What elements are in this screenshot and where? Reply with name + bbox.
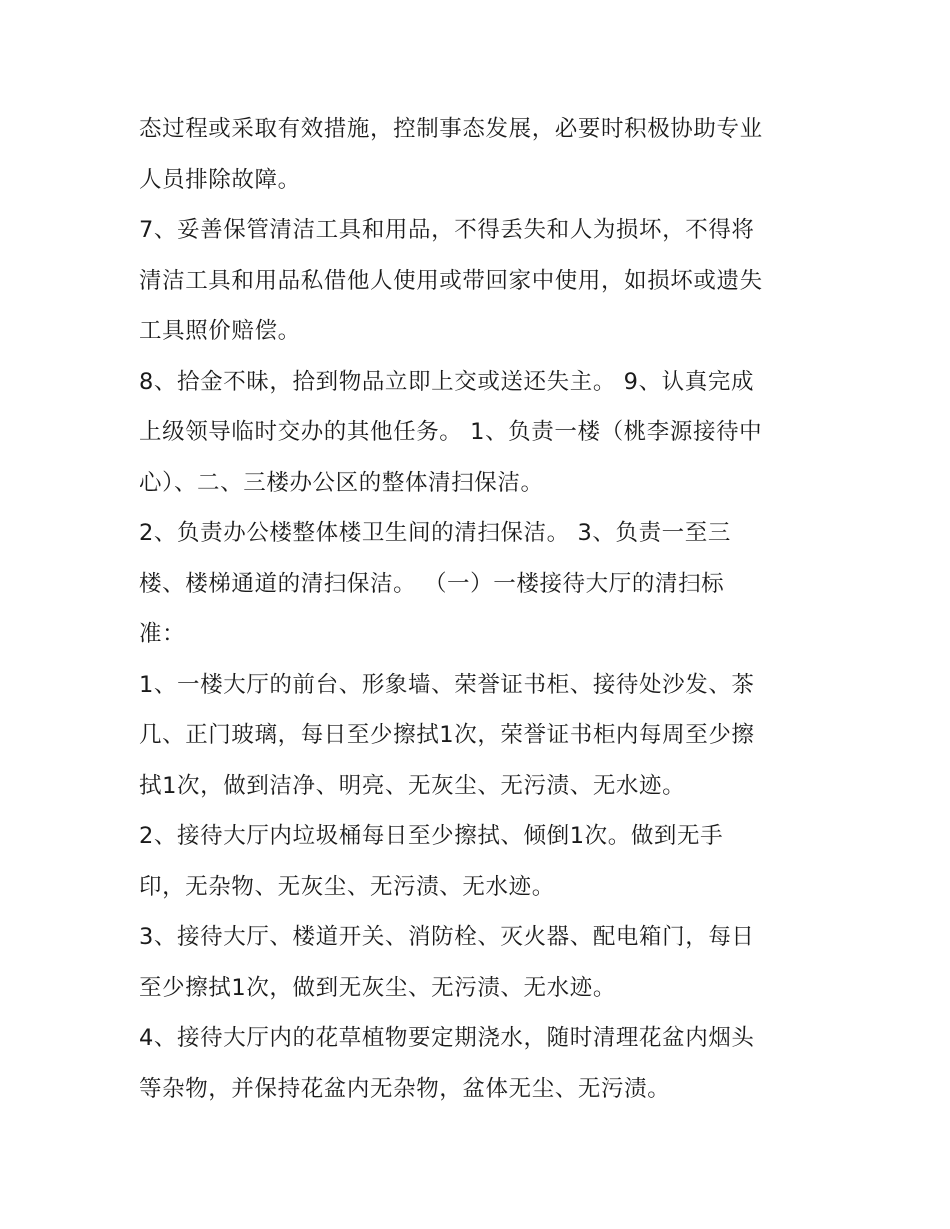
text-line: 准： <box>139 621 186 647</box>
text-line: 楼、楼梯通道的清扫保洁。 （一）一楼接待大厅的清扫标 <box>139 570 725 597</box>
text-line: 清洁工具和用品私借他人使用或带回家中使用，如损坏或遗失 <box>139 267 763 294</box>
text-line: 2、接待大厅内垃圾桶每日至少擦拭、倾倒1次。做到无手 <box>139 823 724 849</box>
text-line: 印，无杂物、无灰尘、无污渍、无水迹。 <box>139 873 555 900</box>
text-line: 至少擦拭1次，做到无灰尘、无污渍、无水迹。 <box>139 974 616 1001</box>
text-line: 拭1次，做到洁净、明亮、无灰尘、无污渍、无水迹。 <box>139 772 686 799</box>
text-line: 人员排除故障。 <box>139 166 301 193</box>
text-line: 4、接待大厅内的花草植物要定期浇水，随时清理花盆内烟头 <box>139 1025 755 1051</box>
text-line: 2、负责办公楼整体楼卫生间的清扫保洁。 3、负责一至三 <box>139 520 731 546</box>
text-line: 8、拾金不昧，拾到物品立即上交或送还失主。 9、认真完成 <box>139 368 755 395</box>
text-line: 上级领导临时交办的其他任务。 1、负责一楼（桃李源接待中 <box>139 419 763 445</box>
text-line: 3、接待大厅、楼道开关、消防栓、灭火器、配电箱门，每日 <box>139 924 755 950</box>
text-line: 等杂物，并保持花盆内无杂物，盆体无尘、无污渍。 <box>139 1075 671 1102</box>
text-line: 7、妥善保管清洁工具和用品，不得丢失和人为损坏，不得将 <box>139 217 755 243</box>
text-line: 几、正门玻璃，每日至少擦拭1次，荣誉证书柜内每周至少擦 <box>139 722 755 748</box>
text-line: 工具照价赔偿。 <box>139 318 301 344</box>
text-line: 心）、二、三楼办公区的整体清扫保洁。 <box>139 469 544 496</box>
text-line: 态过程或采取有效措施，控制事态发展，必要时积极协助专业 <box>139 116 763 142</box>
document-body <box>139 104 819 1114</box>
text-line: 1、一楼大厅的前台、形象墙、荣誉证书柜、接待处沙发、茶 <box>139 671 755 698</box>
